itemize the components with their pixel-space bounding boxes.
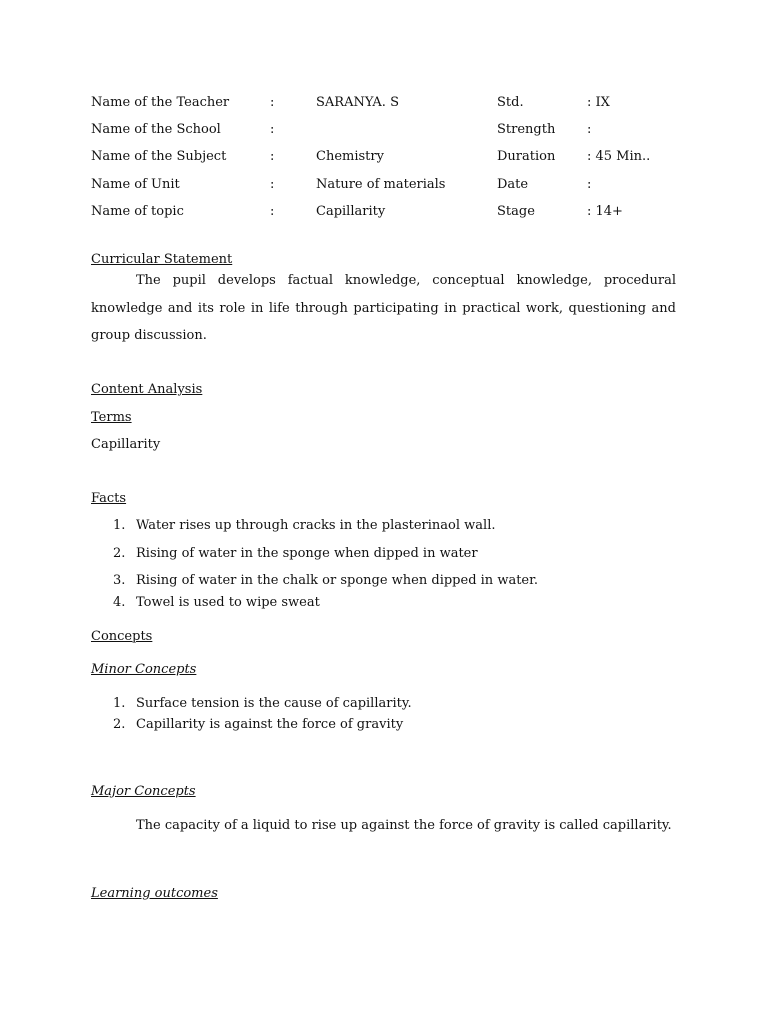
info-row-topic bbox=[91, 204, 691, 224]
info-row-subject bbox=[91, 149, 691, 169]
subject-colon: : bbox=[270, 149, 275, 164]
major-concept-text: The capacity of a liquid to rise up against the force of gravity is called capillarity. bbox=[136, 818, 672, 833]
list-text: Towel is used to wipe sweat bbox=[136, 595, 320, 610]
list-number: 1. bbox=[113, 518, 126, 533]
list-text: Capillarity is against the force of gravity bbox=[136, 717, 404, 732]
duration-label: Duration bbox=[497, 149, 556, 164]
info-row-unit bbox=[91, 177, 691, 197]
info-row-school bbox=[91, 122, 691, 142]
facts-heading: Facts bbox=[91, 491, 127, 506]
list-text: Water rises up through cracks in the plasterinaol wall. bbox=[136, 518, 496, 533]
list-item bbox=[91, 696, 691, 716]
stage-value: : 14+ bbox=[587, 204, 623, 219]
minor-concepts-heading: Minor Concepts bbox=[91, 662, 197, 677]
list-item bbox=[91, 595, 691, 615]
unit-colon: : bbox=[270, 177, 275, 192]
subject-label: Name of the Subject bbox=[91, 149, 227, 164]
school-colon: : bbox=[270, 122, 275, 137]
list-item bbox=[91, 518, 691, 538]
stage-label: Stage bbox=[497, 204, 535, 219]
curricular-statement-paragraph bbox=[91, 267, 676, 350]
topic-value: Capillarity bbox=[316, 204, 386, 219]
list-number: 2. bbox=[113, 546, 126, 561]
curricular-statement-text: The pupil develops factual knowledge, conceptual knowledge, procedural knowledge and its role in life through participating in practical work, questioning and group discussion. bbox=[91, 273, 676, 343]
terms-heading: Terms bbox=[91, 410, 132, 425]
strength-value: : bbox=[587, 122, 592, 137]
subject-value: Chemistry bbox=[316, 149, 384, 164]
curricular-statement-heading: Curricular Statement bbox=[91, 252, 233, 267]
list-number: 2. bbox=[113, 717, 126, 732]
date-label: Date bbox=[497, 177, 529, 192]
std-label: Std. bbox=[497, 95, 524, 110]
list-number: 4. bbox=[113, 595, 126, 610]
teacher-value: SARANYA. S bbox=[316, 95, 399, 110]
learning-outcomes-heading: Learning outcomes bbox=[91, 886, 218, 901]
strength-label: Strength bbox=[497, 122, 556, 137]
term-capillarity: Capillarity bbox=[91, 437, 161, 452]
teacher-colon: : bbox=[270, 95, 275, 110]
list-number: 3. bbox=[113, 573, 126, 588]
std-value: : IX bbox=[587, 95, 610, 110]
list-text: Rising of water in the chalk or sponge when dipped in water. bbox=[136, 573, 539, 588]
list-number: 1. bbox=[113, 696, 126, 711]
major-concepts-heading: Major Concepts bbox=[91, 784, 196, 799]
unit-value: Nature of materials bbox=[316, 177, 446, 192]
info-row-teacher bbox=[91, 95, 691, 115]
list-text: Surface tension is the cause of capillarity. bbox=[136, 696, 412, 711]
list-text: Rising of water in the sponge when dipped in water bbox=[136, 546, 478, 561]
list-item bbox=[91, 546, 691, 566]
topic-colon: : bbox=[270, 204, 275, 219]
school-label: Name of the School bbox=[91, 122, 221, 137]
teacher-label: Name of the Teacher bbox=[91, 95, 230, 110]
date-value: : bbox=[587, 177, 592, 192]
list-item bbox=[91, 573, 691, 593]
list-item bbox=[91, 717, 691, 737]
topic-label: Name of topic bbox=[91, 204, 184, 219]
duration-value: : 45 Min.. bbox=[587, 149, 651, 164]
content-analysis-heading: Content Analysis bbox=[91, 382, 203, 397]
unit-label: Name of Unit bbox=[91, 177, 180, 192]
concepts-heading: Concepts bbox=[91, 629, 153, 644]
